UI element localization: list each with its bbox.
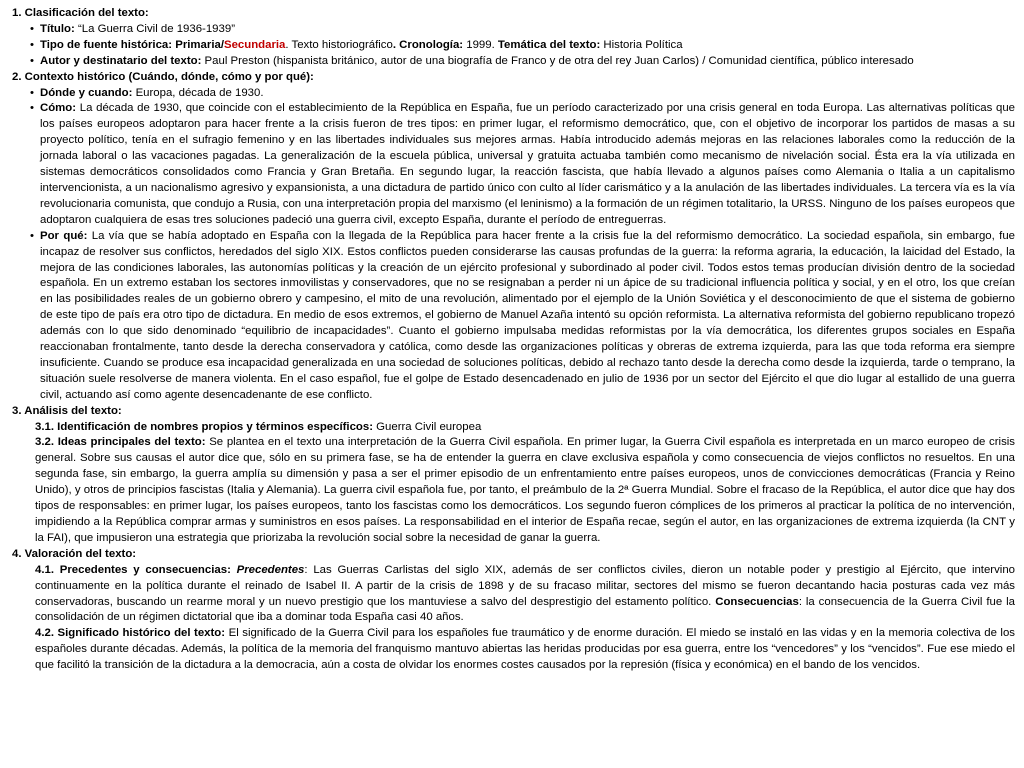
- como-item: [9, 101, 1015, 228]
- s32-label: 3.2. Ideas principales del texto:: [35, 436, 206, 449]
- porque-text: La vía que se había adoptado en España con la llegada de la República para hacer frente a la crisis fue la del reformismo democrático. La sociedad española, sin embargo, fue incapaz de resolver sus conflictos, heredados del siglo XIX. Estos conflictos pueden considerarse las causas profundas de la guerra: la reforma agraria, la educación, la laicidad del Estado, la mejora de las condiciones laborales, las autonomías políticas y la creación de un ejército profesional y subordinado al poder civil. Todos estos temas producían división dentro de la sociedad española. En un extremo estaban los sectores inmovilistas y conservadores, que no se resignaban a perder ni un ápice de su tradicional influencia política y social, y en el otro, los que creían en las posibilidades reales de un gobierno obrero y campesino, el mito de una revolución, alimentado por el ejemplo de la Unión Soviética y el desconocimiento de que el sistema de gobierno de este tipo de país era otro tipo de dictadura. En medio de esos extremos, el gobierno de Manuel Azaña intentó su opción reformista. La alternativa reformista del gobierno republicano tropezó además con lo que sido denominado “equilibrio de incapacidades”. Cuanto el gobierno impulsaba medidas reformistas por la vía democrática, los diferentes grupos sociales en España reaccionaban frontalmente, tanto desde la derecha conservadora y católica, como desde las organizaciones políticas y obreras de extrema izquierda, para las que toda reforma era siempre insuficiente. Cuando se produce esa incapacidad generalizada en una sociedad de soluciones políticas, debido al rechazo tanto desde la derecha como desde la izquierda, tarde o temprano, la situación suele resolverse de manera violenta. En el caso español, fue el golpe de Estado desencadenado en julio de 1936 por un sector del Ejército el que dio lugar al estallido de una guerra civil, actuando así como agente desencadenante de ese conflicto.: [40, 229, 1015, 401]
- s31-value: Guerra Civil europea: [373, 420, 482, 433]
- cronologia-value: 1999.: [463, 38, 498, 51]
- section-1-heading: 1. Clasificación del texto:: [12, 7, 149, 19]
- s41-label: 4.1. Precedentes y consecuencias:: [35, 563, 231, 576]
- section-4-heading: 4. Valoración del texto:: [12, 547, 137, 560]
- titulo-label: Título:: [40, 22, 75, 35]
- precedentes-text: : Las Guerras Carlistas del siglo XIX, además de ser conflictos civiles, dieron un notable poder y prestigio al Ejército, que intervino continuamente en la política durante el reinado de Isabel II. A partir de la crisis de 1898 y de su fracaso militar, sectores del mismo se fueron decantando hacia posturas cada vez más conservadoras, buscando un rearme moral y un nuevo prestigio que los mantuviese a salvo del desprestigio del estamento político.: [35, 563, 1015, 608]
- section-4-2: [9, 626, 1015, 674]
- precedentes-label: Precedentes: [236, 563, 305, 576]
- porque-item: [9, 229, 1015, 404]
- tematica-label: Temática del texto:: [497, 38, 601, 51]
- consecuencias-text: : la consecuencia de la Guerra Civil fue la consolidación de un régimen dictatorial que iba a dominar toda España casi 40 años.: [35, 595, 1015, 624]
- como-label: Cómo:: [40, 102, 77, 115]
- porque-label: Por qué:: [40, 229, 88, 242]
- section-3-heading: 3. Análisis del texto:: [12, 404, 122, 417]
- consecuencias-label: Consecuencias: [715, 595, 799, 608]
- section-2-heading: 2. Contexto histórico (Cuándo, dónde, cómo y por qué):: [12, 70, 314, 83]
- section-3-1: [9, 420, 1015, 436]
- titulo-value: “La Guerra Civil de 1936-1939”: [74, 22, 235, 35]
- s42-text: El significado de la Guerra Civil para los españoles fue traumático y de enorme duración. El miedo se instaló en las vidas y en la memoria colectiva de los españoles durante décadas. Además, la política de la memoria del franquismo mantuvo abiertas las heridas producidas por esa guerra, entre los “vencedores” y los “vencidos”. Fue ese miedo el que facilitó la transición de la dictadura a la democracia, aún a costa de olvidar los enormes costes causados por la represión (física y económica) en el bando de los vencidos.: [35, 627, 1015, 672]
- tipo-fuente-item: [9, 38, 1015, 54]
- autor-item: [9, 54, 1015, 70]
- s31-label: 3.1. Identificación de nombres propios y términos específicos:: [35, 420, 374, 433]
- donde-item: [9, 86, 1015, 102]
- tipo-dot: .: [392, 38, 400, 51]
- autor-label: Autor y destinatario del texto:: [40, 54, 202, 67]
- secundaria-highlight: Secundaria: [223, 38, 286, 51]
- cronologia-label: Cronología:: [399, 38, 464, 51]
- tipo-fuente-rest: . Texto historiográfico: [285, 38, 393, 51]
- s32-text: Se plantea en el texto una interpretación de la Guerra Civil española. En primer lugar, la Guerra Civil española es interpretada en un marco europeo de crisis general. Sobre sus causas el autor dice que, sólo en su primera fase, se ha de entender la guerra en clave exclusiva española y como consecuencia de viejos conflictos no resueltos. En una segunda fase, sin embargo, la guerra amplía su dimensión y pasa a ser el primer episodio de un enfrentamiento entre países europeos, unos de convicciones democráticas (Francia y Reino Unido), y otros de principios fascistas (Italia y Alemania). La guerra civil española fue, por tanto, el preámbulo de la 2ª Guerra Mundial. Sobre el fracaso de la República, el autor dice que hay dos tipos de responsables: en primer lugar, los países europeos, tanto los fascistas como los democráticos. Los segundo fueron cómplices de los primeros al practicar la política de no intervención, impidiendo a la República comprar armas y suministros en esos países. La responsabilidad en el interior de España recae, según el autor, en las organizaciones de extrema izquierda (la CNT y la FAI), que impusieron una estrategia que priorizaba la revolución social sobre la necesidad de ganar la guerra.: [35, 436, 1015, 544]
- donde-value: Europa, década de 1930.: [132, 86, 264, 99]
- section-4-1: [9, 563, 1015, 627]
- section-3-2: [9, 435, 1015, 546]
- s42-label: 4.2. Significado histórico del texto:: [35, 627, 226, 640]
- como-text: La década de 1930, que coincide con el establecimiento de la República en España, fue un período caracterizado por una crisis general en toda Europa. Las alternativas políticas que los países europeos adoptaron para hacer frente a la crisis fueron de tres tipos: en primer lugar, el reformismo democrático, que, con el objetivo de incorporar los partidos de masas a su proyecto político, tenía en el sufragio femenino y en las libertades individuales sus mejores armas. Había introducido además mejoras en las relaciones laborales como la reducción de la jornada laboral o las vacaciones pagadas. La generalización de la escuela pública, universal y gratuita actuaba también como mecanismo de nivelación social. Ésta era la vía utilizada en sistemas democráticos consolidados como Francia y Gran Bretaña. En segundo lugar, la reacción fascista, que había llevado a algunos países como Alemania o Italia a un capitalismo intervencionista, a un nacionalismo agresivo y expansionista, a una dictadura de partido único con culto al líder carismático y a la anulación de las libertades individuales. La tercera vía es la vía revolucionaria comunista, que condujo a Rusia, con una interpretación propia del marxismo (el leninismo) a la formación de un régimen totalitario, la URSS. Ninguno de los países europeos que adoptaron cualquiera de esas tres soluciones padeció una guerra civil, excepto España, durante el período de entreguerras.: [40, 102, 1015, 226]
- donde-label: Dónde y cuando:: [40, 86, 133, 99]
- tipo-fuente-label: Tipo de fuente histórica: Primaria/: [40, 38, 224, 51]
- tematica-value: Historia Política: [600, 38, 683, 51]
- titulo-item: [9, 22, 1015, 38]
- autor-value: Paul Preston (hispanista británico, autor de una biografía de Franco y de otra del rey Juan Carlos) / Comunidad científica, público interesado: [201, 54, 914, 67]
